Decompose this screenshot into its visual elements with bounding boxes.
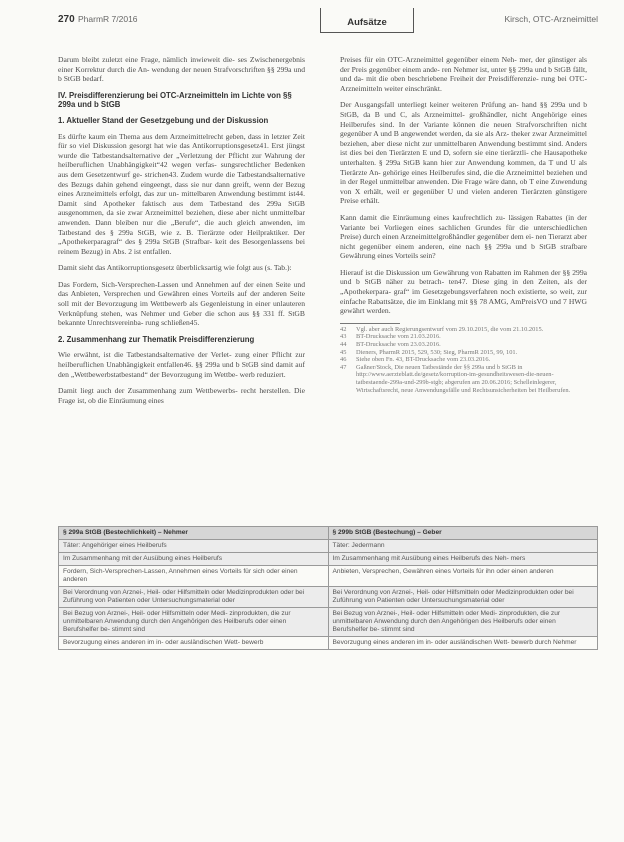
table-cell: Täter: Angehöriger eines Heilberufs: [59, 540, 329, 553]
section-heading: IV. Preisdifferenzierung bei OTC-Arzneimitteln im Lichte von §§ 299a und b StGB: [58, 90, 292, 110]
table-row: [59, 566, 598, 587]
table-row: [59, 553, 598, 566]
table-header-row: [59, 527, 598, 540]
table-cell: Anbieten, Versprechen, Gewähren eines Vorteils für ihn oder einen anderen: [328, 566, 598, 587]
right-column: [340, 55, 587, 394]
footnote-divider: [340, 323, 400, 324]
table-header-cell: § 299b StGB (Bestechung) – Geber: [328, 527, 598, 540]
paragraph: Damit sieht das Antikorruptionsgesetz überblicksartig wie folgt aus (s. Tab.):: [58, 263, 292, 273]
table-cell: Bei Bezug von Arznei-, Heil- oder Hilfsmitteln oder Medi- zinprodukten, die zur unmittelbaren Anwendung durch den Angehörigen des Heilberufs oder einen Berufshelfer be- stimmt sind: [59, 608, 329, 637]
footnote: 46 Siehe oben Fn. 43, BT-Drucksache vom 23.03.2016.: [340, 356, 491, 364]
journal-name: PharmR 7/2016: [78, 14, 138, 24]
page-header: [58, 8, 598, 34]
running-author: Kirsch, OTC-Arzneimittel: [504, 14, 598, 24]
paragraph: Darum bleibt zuletzt eine Frage, nämlich inwieweit die- ses Zwischenergebnis einer Korrektur durch die An- wendung der neuen Strafvorschriften §§ 299a und b StGB bedarf.: [58, 55, 305, 84]
table-row: [59, 608, 598, 637]
footnotes: [340, 326, 587, 394]
left-column: [58, 55, 305, 412]
table-cell: Täter: Jedermann: [328, 540, 598, 553]
section-label: Aufsätze: [320, 8, 414, 33]
table-cell: Bei Bezug von Arznei-, Heil- oder Hilfsmitteln oder Medi- zinprodukten, die zur unmittelbaren Anwendung durch den Angehörigen des Heilberufs oder einen Berufshelfer be- stimmt sind: [328, 608, 598, 637]
footnote: 43 BT-Drucksache vom 21.03.2016.: [340, 333, 441, 341]
table-cell: Bei Verordnung von Arznei-, Heil- oder Hilfsmitteln oder Medizinprodukten oder bei Zuführung von Patienten oder Untersuchungsmaterial oder: [328, 587, 598, 608]
paragraph: Damit liegt auch der Zusammenhang zum Wettbewerbs- recht herstellen. Die Frage ist, ob die Einräumung eines: [58, 386, 305, 405]
table-cell: Im Zusammenhang mit der Ausübung eines Heilberufs: [59, 553, 329, 566]
subsection-heading: 2. Zusammenhang zur Thematik Preisdifferenzierung: [58, 334, 255, 344]
footnote: 47 Gaßner/Stock, Die neuen Tatbestände der §§ 299a und b StGB in http://www.aerzteblatt.de/gesetz/korruption-im-gesundheitswesen-die-neuen-tatbestaende-299a-und-299b-stgb; abgerufen am 20.06.2016; Schelleinlegerer, Wirtschaftsrecht, neue Anwendungsfälle und Rechtsunsicherheiten bei Heilberufen.: [340, 363, 571, 394]
table-row: [59, 637, 598, 650]
subsection-heading: 1. Aktueller Stand der Gesetzgebung und der Diskussion: [58, 115, 269, 125]
paragraph: Es dürfte kaum ein Thema aus dem Arzneimittelrecht geben, dass in letzter Zeit für so viel Diskussion gesorgt hat wie das Antikorruptionsgesetz41. Erst jüngst wurde die Tatbestandsalternative der „Verletzung der Pflicht zur Wahrung der heilberuflichen Unabhängigkeit“42 wegen verfas- sungsrechtlicher Bedenken aus dem Gesetzentwurf ge- strichen43. Zudem wurde die Tatbestandsalternative des Bezugs dahin gehend eingeengt, dass sie nur dann greift, wenn der Bezug eines Arzneimittels erfolgt, das zur un- mittelbaren Anwendung bestimmt ist44. Damit sind Apotheker faktisch aus dem Tatbestand des 299a StGB ausgenommen, da sie zwar Arzneimittel beziehen, diese aber nicht unmittelbar anwenden. Dann bleiben nur die „Berufe“, die auch gleich anwenden, im Tatbestand des § 299a StGB, wie z. B. Tierärzte oder Heilpraktiker. Der „Apothekerparagraf“ des § 299a StGB (Strafbar- keit des Besorgenlassens bei reinem Bezug) in Abs. 2 ist entfallen.: [58, 131, 305, 256]
footnote: 42 Vgl. aber auch Regierungsentwurf vom 29.10.2015, die vom 21.10.2015.: [340, 325, 544, 333]
table-cell: Im Zusammenhang mit Ausübung eines Heilberufs des Neh- mers: [328, 553, 598, 566]
footnote: 45 Dieners, PharmR 2015, 529, 530; Sieg, PharmR 2015, 99, 101.: [340, 348, 518, 356]
comparison-table: [58, 526, 598, 650]
table-header-cell: § 299a StGB (Bestechlichkeit) – Nehmer: [59, 527, 329, 540]
page-number: 270: [58, 14, 75, 25]
footnote: 44 BT-Drucksache vom 23.03.2016.: [340, 341, 441, 349]
paragraph: Kann damit die Einräumung eines kaufrechtlich zu- lässigen Rabattes (in der Variante bei Vorliegen eines sachlichen Grundes für die unterschiedlichen Preise) durch einen Arzneimittelgroßhändler gegenüber dem ei- nen Tierarzt aber nicht gegenüber einem anderen, eine nach §§ 299a und b StGB strafbare Gewährung eines Vorteils sein?: [340, 212, 587, 261]
paragraph: Der Ausgangsfall unterliegt keiner weiteren Prüfung an- hand §§ 299a und b StGB, da B und C, als Arzneimittel- großhändler, nicht Angehörige eines Heilberufes sind. In der Variante können die neuen Strafvorschriften nicht gegenüber A und B angewendet werden, da sie als Arz- theker zwar Arzneimittel beziehen, aber diese nicht zur unmittelbaren Anwendung bestimmt sind. Anders ist dies bei den Tierärzten E und D, sofern sie eine tierärztli- che Hausapotheke unterhalten. § 299a StGB kann hier zur Anwendung kommen, da T und U als Tierärzte An- gehörige eines Heilberufes sind, die die Arzneimittel beziehen und in der Regel unmittelbar anwenden. Die Frage wäre dann, ob T eine Zuwendung von X erhält, weil er gegenüber U und vielen anderen Tierärzten günstigere Preise erhält.: [340, 100, 587, 206]
table-row: [59, 587, 598, 608]
table-row: [59, 540, 598, 553]
table-cell: Bevorzugung eines anderen im in- oder ausländischen Wett- bewerb: [59, 637, 329, 650]
paragraph: Hierauf ist die Diskussion um Gewährung von Rabatten im Rahmen der §§ 299a und b StGB näher zu betrach- ten47. Diese ging in den Zeiten, als der „Apothekerpara- graf“ im Gesetzgebungsverfahren noch existierte, so weit, zur einfache Rabattsätze, die im Einklang mit §§ 78 AMG, AmPreisVO und 7 HWG gewährt werden.: [340, 267, 587, 316]
table-cell: Bei Verordnung von Arznei-, Heil- oder Hilfsmitteln oder Medizinprodukten oder bei Zuführung von Patienten oder Untersuchungsmaterial oder: [59, 587, 329, 608]
table-cell: Bevorzugung eines anderen im in- oder ausländischen Wett- bewerb durch Nehmer: [328, 637, 598, 650]
table-cell: Fordern, Sich-Versprechen-Lassen, Annehmen eines Vorteils für sich oder einen anderen: [59, 566, 329, 587]
paragraph: Wie erwähnt, ist die Tatbestandsalternative der Verlet- zung einer Pflicht zur heilberuflichen Unabhängigkeit entfallen46. §§ 299a und b StGB sind damit auf den „Wettbewerbstatbestand“ der Bevorzugung im Wettbe- werb reduziert.: [58, 350, 305, 379]
paragraph: Preises für ein OTC-Arzneimittel gegenüber einem Neh- mer, der günstiger als der Preis gegenüber einem ande- ren Nehmer ist, unter §§ 299a und b StGB fällt, und da- mit die oben beschriebene Freiheit der Preisdifferenzie- rung bei OTC-Arzneimitteln weiter einschränkt.: [340, 55, 587, 93]
paragraph: Das Fordern, Sich-Versprechen-Lassen und Annehmen auf der einen Seite und das Anbieten, Versprechen und Gewähren eines Vorteils auf der anderen Seite soll mit der Bevorzugung im Wettbewerb als Gegenleistung in einer unlauteren Verknüpfung stehen, was Nehmer und Geber die schon aus §§ 331 ff. StGB bekannte Unrechtsvereinba- rung schließen45.: [58, 279, 305, 328]
